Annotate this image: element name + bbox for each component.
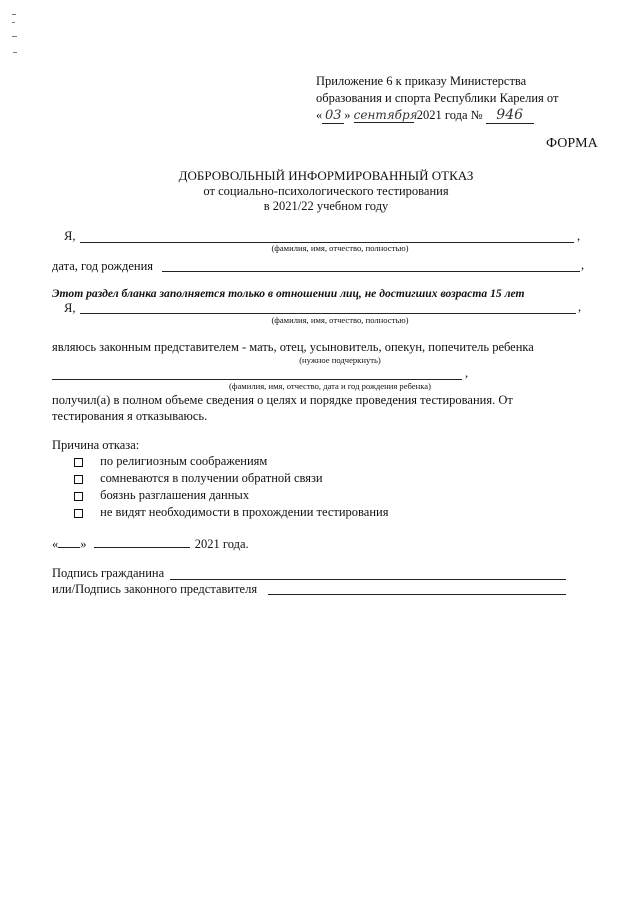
rep-signature-field[interactable] xyxy=(268,594,566,595)
comma: , xyxy=(578,300,582,314)
child-hint: (фамилия, имя, отчество, дата и год рождения ребенка) xyxy=(229,381,431,391)
document-year: в 2021/22 учебном году xyxy=(263,199,389,213)
birth-field[interactable] xyxy=(162,271,580,272)
year-suffix: 2021 года. xyxy=(194,537,249,551)
day-field[interactable] xyxy=(58,537,80,548)
scan-mark xyxy=(12,22,15,23)
scan-mark xyxy=(12,14,16,15)
appendix-line-3 xyxy=(316,107,534,124)
section-note: Этот раздел бланка заполняется только в отношении лиц, не достигших возраста 15 лет xyxy=(52,287,525,300)
open-quote: « xyxy=(316,108,323,122)
appendix-line-1: Приложение 6 к приказу Министерства xyxy=(316,74,527,88)
ya-label: Я, xyxy=(64,301,76,315)
received-line-1: получил(а) в полном объеме сведения о целях и порядке проведения тестирования. От xyxy=(52,393,513,407)
scan-mark xyxy=(13,52,17,53)
year-text: 2021 года № xyxy=(416,108,483,122)
ya-label: Я, xyxy=(64,229,76,243)
reason-option-label: по религиозным соображениям xyxy=(100,454,268,468)
month-field[interactable] xyxy=(94,537,190,548)
reason-label: Причина отказа: xyxy=(52,438,140,452)
comma: , xyxy=(577,229,581,243)
form-label: ФОРМА xyxy=(546,136,598,151)
comma: , xyxy=(581,258,585,272)
reason-option-label: не видят необходимости в прохождении тестирования xyxy=(100,505,389,519)
checkbox[interactable] xyxy=(74,509,83,518)
reason-option[interactable] xyxy=(74,505,388,520)
reason-option-label: боязнь разглашения данных xyxy=(100,488,250,502)
representative-text: являюсь законным представителем - мать, отец, усыновитель, опекун, попечитель ребенка xyxy=(52,340,534,354)
checkbox[interactable] xyxy=(74,458,83,467)
comma: , xyxy=(465,366,469,380)
checkbox[interactable] xyxy=(74,492,83,501)
reason-option-label: сомневаются в получении обратной связи xyxy=(100,471,323,485)
citizen-signature-label: Подпись гражданина xyxy=(52,566,165,580)
close-quote: » xyxy=(344,108,351,122)
handwritten-month: сентября xyxy=(353,108,418,122)
scan-mark xyxy=(12,36,17,37)
birth-label: дата, год рождения xyxy=(52,259,154,273)
handwritten-number: 946 xyxy=(486,107,534,124)
fio-hint: (фамилия, имя, отчество, полностью) xyxy=(271,315,409,325)
received-line-2: тестирования я отказываюсь. xyxy=(52,409,208,423)
appendix-line-2: образования и спорта Республики Карелия от xyxy=(316,91,559,105)
representative-hint: (нужное подчеркнуть) xyxy=(299,355,381,365)
date-line xyxy=(52,537,249,552)
document-title: ДОБРОВОЛЬНЫЙ ИНФОРМИРОВАННЫЙ ОТКАЗ xyxy=(178,168,474,183)
fio-hint: (фамилия, имя, отчество, полностью) xyxy=(271,243,409,253)
checkbox[interactable] xyxy=(74,475,83,484)
fio-field-rep[interactable] xyxy=(80,313,576,314)
child-field[interactable] xyxy=(52,379,462,380)
reason-option[interactable] xyxy=(74,454,267,469)
rep-signature-label: или/Подпись законного представителя xyxy=(52,582,258,596)
document-subtitle: от социально-психологического тестирования xyxy=(203,184,449,198)
open-quote: « xyxy=(52,537,59,551)
reason-option[interactable] xyxy=(74,488,249,503)
close-quote: » xyxy=(80,537,87,551)
handwritten-day: 03 xyxy=(322,108,344,124)
reason-option[interactable] xyxy=(74,471,323,486)
citizen-signature-field[interactable] xyxy=(170,579,566,580)
